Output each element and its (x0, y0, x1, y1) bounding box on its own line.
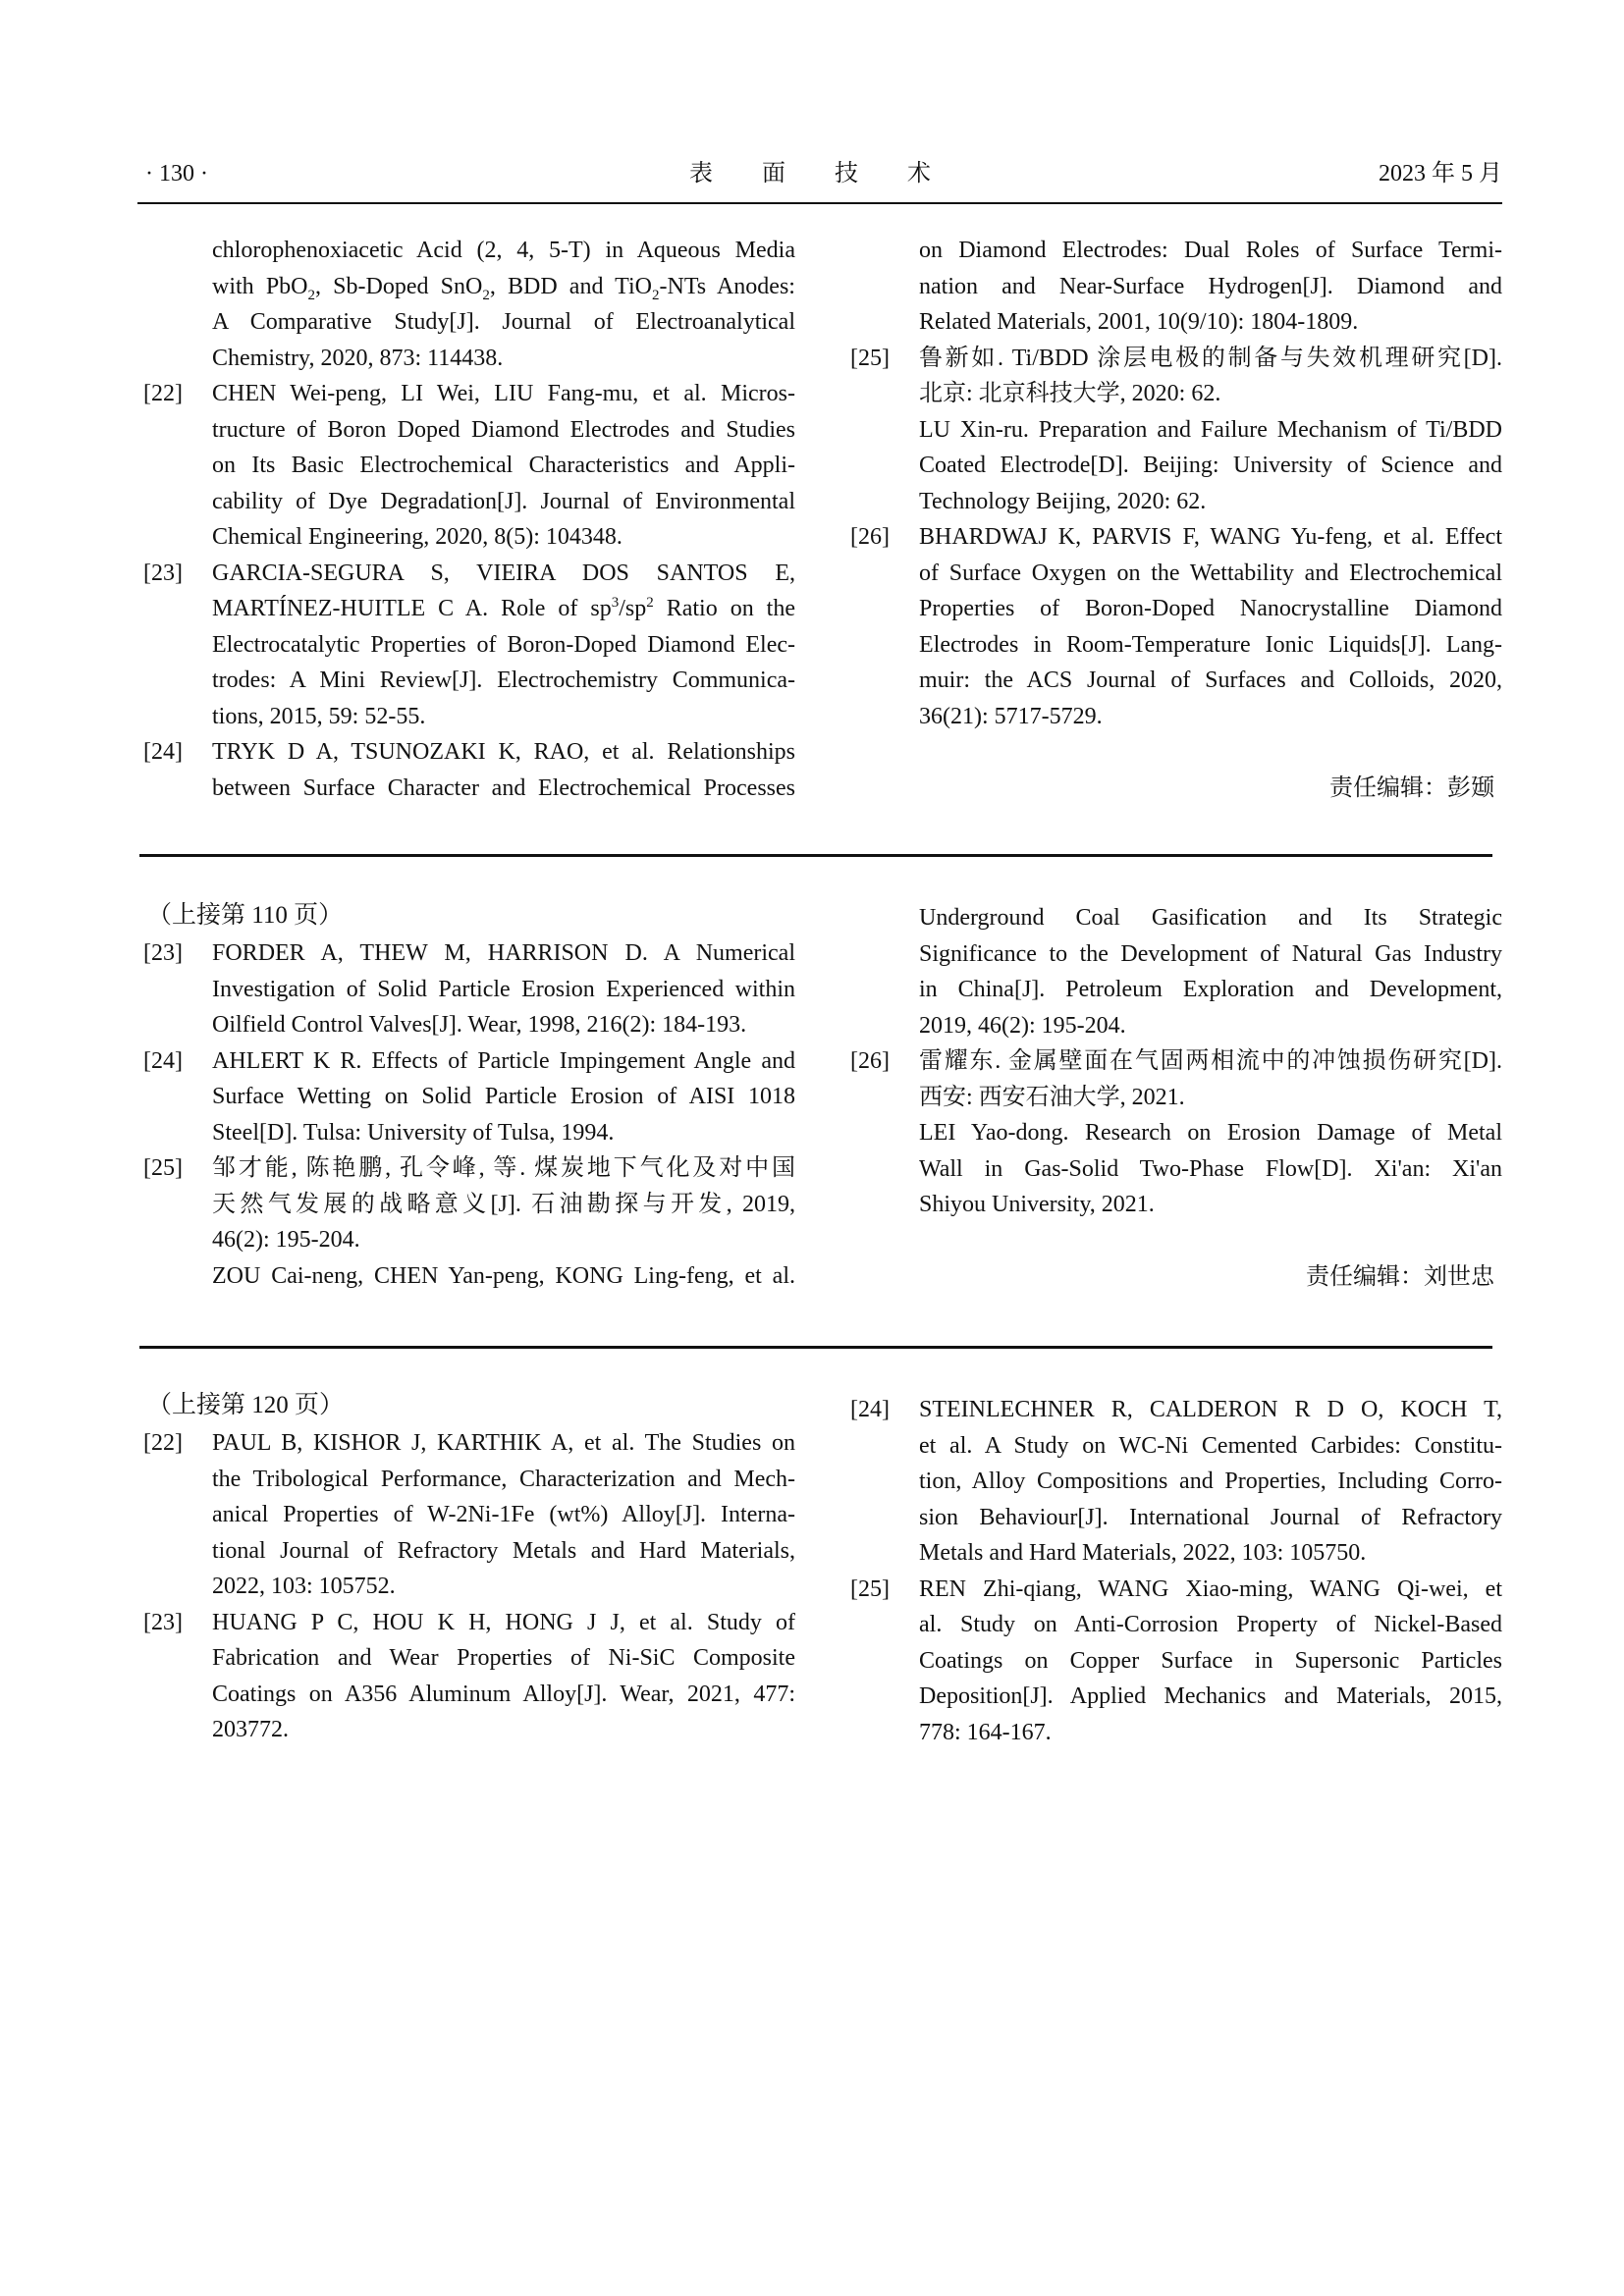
text-line: nation and Near-Surface Hydrogen[J]. Diamond and (919, 273, 1502, 299)
s3-left-column (143, 1386, 795, 1748)
text-line: 西安: 西安石油大学, 2021. (919, 1084, 1185, 1110)
text-line: 邹才能, 陈艳鹏, 孔令峰, 等. 煤炭地下气化及对中国 (212, 1155, 795, 1181)
text-line: al. Study on Anti-Corrosion Property of Nickel-Based (919, 1612, 1502, 1637)
reference-number: [23] (143, 560, 183, 586)
text-line: AHLERT K R. Effects of Particle Impingement Angle and (212, 1047, 795, 1074)
reference-item (143, 376, 795, 556)
reference-number: [22] (143, 381, 183, 406)
text-line: Investigation of Solid Particle Erosion Experienced within (212, 976, 795, 1002)
issue-date: 2023 年 5 月 (1379, 161, 1502, 187)
text-line: GARCIA-SEGURA S, VIEIRA DOS SANTOS E, (212, 560, 795, 586)
reference-item (143, 1043, 795, 1151)
text-line: Chemical Engineering, 2020, 8(5): 104348. (212, 524, 623, 550)
text-line: Technology Beijing, 2020: 62. (919, 488, 1207, 514)
text-line: Properties of Boron-Doped Nanocrystalline Diamond (919, 596, 1502, 621)
text-line: 778: 164-167. (919, 1719, 1052, 1745)
text-line: chlorophenoxiacetic Acid (2, 4, 5-T) in Aqueous Media (212, 238, 795, 263)
text-line: FORDER A, THEW M, HARRISON D. A Numerical (212, 940, 795, 966)
text-line: Related Materials, 2001, 10(9/10): 1804-1809. (919, 309, 1359, 335)
text-line: REN Zhi-qiang, WANG Xiao-ming, WANG Qi-wei, et (919, 1575, 1502, 1602)
text-line: CHEN Wei-peng, LI Wei, LIU Fang-mu, et al. Micros- (212, 381, 795, 406)
continuation-label: （上接第 110 页） (147, 902, 344, 929)
reference-number: [26] (850, 524, 890, 550)
reference-item (143, 1150, 795, 1294)
text-line: tions, 2015, 59: 52-55. (212, 703, 426, 729)
reference-item (850, 1043, 1502, 1223)
text-line: sion Behaviour[J]. International Journal of Refractory (919, 1504, 1502, 1530)
text-line: of Surface Oxygen on the Wettability and Electrochemical (919, 560, 1502, 586)
s1-right-column (850, 233, 1502, 734)
text-line: on Its Basic Electrochemical Characteristics and Appli- (212, 453, 795, 478)
text-line: muir: the ACS Journal of Surfaces and Colloids, 2020, (919, 667, 1502, 693)
text-line: cability of Dye Degradation[J]. Journal of Environmental (212, 488, 795, 514)
text-line: 天然气发展的战略意义[J]. 石油勘探与开发, 2019, (212, 1191, 795, 1217)
text-line: et al. A Study on WC-Ni Cemented Carbides: Constitu- (919, 1432, 1502, 1459)
text-line: tructure of Boron Doped Diamond Electrodes and Studies (212, 416, 795, 443)
text-line: 鲁新如. Ti/BDD 涂层电极的制备与失效机理研究[D]. (919, 345, 1502, 371)
text-line: Surface Wetting on Solid Particle Erosion of AISI 1018 (212, 1084, 795, 1109)
text-line: Deposition[J]. Applied Mechanics and Materials, 2015, (919, 1683, 1502, 1709)
text-line: LEI Yao-dong. Research on Erosion Damage of Metal (919, 1120, 1502, 1146)
text-line: on Diamond Electrodes: Dual Roles of Surface Termi- (919, 238, 1502, 263)
reference-number: [24] (143, 739, 183, 765)
text-line: 46(2): 195-204. (212, 1227, 360, 1253)
text-line: anical Properties of W-2Ni-1Fe (wt%) Alloy[J]. Interna- (212, 1502, 795, 1527)
text-line: Oilfield Control Valves[J]. Wear, 1998, 216(2): 184-193. (212, 1012, 747, 1038)
text-line: A Comparative Study[J]. Journal of Electroanalytical (212, 309, 795, 335)
text-line: 2019, 46(2): 195-204. (919, 1012, 1126, 1039)
text-line: Steel[D]. Tulsa: University of Tulsa, 1994. (212, 1119, 615, 1146)
journal-title: 表 面 技 术 (689, 161, 952, 187)
text-line: Electrodes in Room-Temperature Ionic Liquids[J]. Lang- (919, 631, 1502, 658)
text-line: Wall in Gas-Solid Two-Phase Flow[D]. Xi'an: Xi'an (919, 1155, 1502, 1182)
continuation-label: （上接第 120 页） (147, 1392, 345, 1418)
text-line: Coated Electrode[D]. Beijing: University of Science and (919, 453, 1502, 478)
text-line: MARTÍNEZ-HUITLE C A. Role of $sp^3/sp^2$ Ratio on the (212, 595, 795, 621)
text-line: 雷耀东. 金属壁面在气固两相流中的冲蚀损伤研究[D]. (919, 1048, 1502, 1074)
text-line: with PbO$_2$, Sb-Doped SnO$_2$, BDD and TiO$_2$-NTs Anodes: (212, 273, 795, 303)
text-line: BHARDWAJ K, PARVIS F, WANG Yu-feng, et al. Effect (919, 524, 1502, 550)
text-line: Significance to the Development of Natural Gas Industry (919, 940, 1502, 967)
s2-right-continuation (850, 900, 1502, 1043)
section-divider (139, 1346, 1492, 1349)
reference-item (143, 935, 795, 1043)
s2-left-column (143, 896, 795, 1294)
responsible-editor: 责任编辑：彭颋 (1329, 775, 1494, 801)
s1-right-continuation (850, 233, 1502, 341)
text-line: Underground Coal Gasification and Its Strategic (919, 905, 1502, 931)
reference-number: [26] (850, 1048, 890, 1074)
text-line: PAUL B, KISHOR J, KARTHIK A, et al. The Studies on (212, 1430, 795, 1456)
reference-number: [25] (850, 345, 890, 371)
text-line: 北京: 北京科技大学, 2020: 62. (919, 381, 1221, 406)
responsible-editor: 责任编辑：刘世忠 (1306, 1264, 1494, 1290)
text-line: LU Xin-ru. Preparation and Failure Mechanism of Ti/BDD (919, 416, 1502, 443)
reference-number: [24] (850, 1397, 890, 1422)
reference-item (143, 734, 795, 806)
text-line: Shiyou University, 2021. (919, 1192, 1155, 1217)
text-line: Fabrication and Wear Properties of Ni-SiC Composite (212, 1645, 795, 1671)
reference-item (143, 556, 795, 735)
text-line: the Tribological Performance, Characterization and Mech- (212, 1466, 795, 1492)
text-line: Coatings on Copper Surface in Supersonic Particles (919, 1647, 1502, 1674)
s2-right-column (850, 900, 1502, 1223)
reference-item (143, 1605, 795, 1748)
text-line: in China[J]. Petroleum Exploration and Development, (919, 977, 1502, 1002)
reference-number: [23] (143, 1609, 183, 1635)
text-line: STEINLECHNER R, CALDERON R D O, KOCH T, (919, 1397, 1502, 1422)
text-line: 203772. (212, 1717, 289, 1742)
reference-item (850, 1392, 1502, 1572)
s3-right-column (850, 1392, 1502, 1750)
text-line: 2022, 103: 105752. (212, 1574, 396, 1599)
header-rule (137, 202, 1502, 204)
text-line: Electrocatalytic Properties of Boron-Doped Diamond Elec- (212, 631, 795, 658)
text-line: Coatings on A356 Aluminum Alloy[J]. Wear, 2021, 477: (212, 1681, 795, 1707)
text-line: Chemistry, 2020, 873: 114438. (212, 345, 504, 371)
reference-item (850, 1572, 1502, 1751)
reference-item (850, 341, 1502, 520)
reference-number: [25] (850, 1575, 890, 1602)
s1-left-column (143, 233, 795, 806)
text-line: TRYK D A, TSUNOZAKI K, RAO, et al. Relationships (212, 739, 795, 765)
text-line: tional Journal of Refractory Metals and Hard Materials, (212, 1537, 795, 1564)
text-line: 36(21): 5717-5729. (919, 703, 1103, 729)
text-line: Metals and Hard Materials, 2022, 103: 105750. (919, 1540, 1367, 1566)
s1-left-continuation (143, 233, 795, 376)
text-line: between Surface Character and Electrochemical Processes (212, 774, 795, 801)
text-line: tion, Alloy Compositions and Properties, Including Corro- (919, 1468, 1502, 1494)
text-line: HUANG P C, HOU K H, HONG J J, et al. Study of (212, 1609, 795, 1635)
reference-item (850, 519, 1502, 734)
reference-number: [24] (143, 1047, 183, 1074)
text-line: ZOU Cai-neng, CHEN Yan-peng, KONG Ling-feng, et al. (212, 1262, 795, 1289)
reference-number: [22] (143, 1430, 183, 1456)
page-number: · 130 · (145, 161, 208, 187)
reference-number: [25] (143, 1155, 183, 1181)
text-line: trodes: A Mini Review[J]. Electrochemistry Communica- (212, 667, 795, 693)
section-divider (139, 854, 1492, 857)
reference-number: [23] (143, 940, 183, 966)
reference-item (143, 1425, 795, 1605)
